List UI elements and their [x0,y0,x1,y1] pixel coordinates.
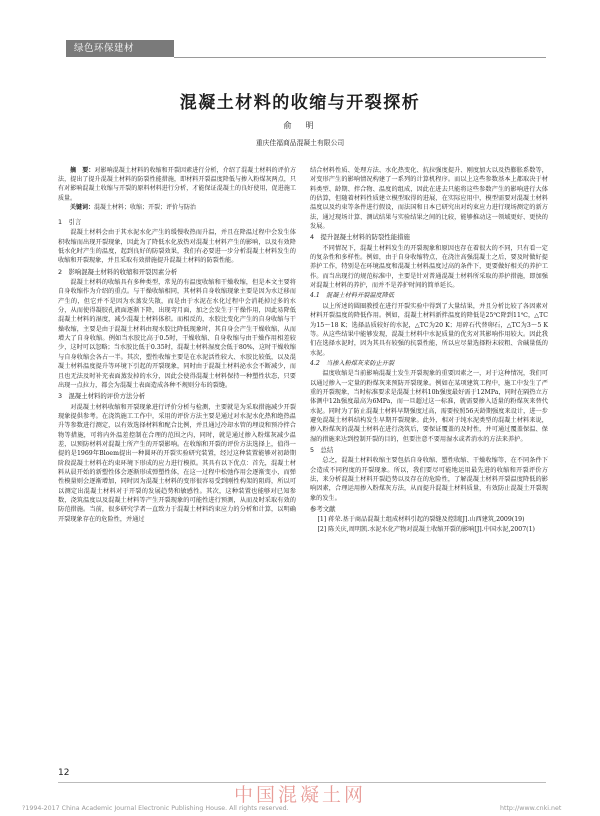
body-paragraph: 混凝土材料的收缩具有多种类型，常见的有温度收缩和干燥收缩，但是本文主要将自身收缩作为介绍的重点。与干燥收缩相同，其材料自身收缩现象主要是因为水迁移而产生的，但它并不是因为水蒸发失散，而是由于水泥在水化过程中会消耗掉过多的水分，从而使得凝胶孔液面逐渐下降，出现弯月面，加之会发生于干燥作用，因此易降低混凝土材料的湿度，减少混凝土材料体积。而相反的，水胶比变化产生的自身收缩与干燥收缩，主要是由于混凝土材料由现水胶比降低现象时，其自身会产生干燥收缩，从而增大了自身收缩。例如当水胶比高于0.5时，干燥收缩、自身收缩与由干燥作用相差较少，这时可以忽略；当水胶比低于0.35时，混凝土材料湿度会低于80%，这时干燥收缩与自身收缩会各占一半。其次，塑性收缩主要是在水泥活性较大、水胶比较低，以及混凝土材料温度提升等环境下引起的开裂现象，同时由于混凝土材料泌水会不断减少，而且也无法及时补充表面蒸发掉的水分，因此会使得混凝土材料保持一种塑性状态，只要出现一点拉力，都会为混凝土表面造成各种不规则分布的裂缝。 [58,279,296,389]
keywords [58,203,296,212]
section-heading: 2 影响混凝土材料的收缩和开裂因素分析 [58,267,178,276]
section-heading: 4 提升混凝土材料的防裂性能措施 [310,233,410,242]
body-paragraph: 以上所述的圆圈教授在进行开裂实验中得到了大量结果，并且分析比较了各因素对材料开裂温度的降低作用。例如，混凝土材料新拌温度的降低是25℃降到11℃，△TC为15～18 K；选择品质较好的水泥，△TC为20 K；用碎石代替卵石，△TC为3～5 K等。从这些结果中能够发现，混凝土材料中水泥质量的优劣对其影响作用较大。因此我们在选择水泥时，因为其具有较强的抗裂性能，所以应尽量选择粉末较粗、含碱量低的水泥。 [310,302,548,357]
body-paragraph: 结合材料性质、处理方法、水化热变化、抗拉强度提升、刚度加大以及热膨胀系数等，对变形产生的影响情况构建了一系列的计算机程序。而以上这些参数基本上都取决于材料类型、龄期、拌合物、温度的组成，因此在进去只能将这些参数产生的影响进行大体的估算，但随着材料性质建立模型取得的进展，在实际应用中，模型需要对混凝土材料温度以及约束等条件进行假设，而法国和日本已研究出对约束应力进行现场测定的新方法，通过现场计算、测试结果与实验结果之间的比较，能够推动这一领域更好、更快的发展。 [310,167,548,231]
keywords-text: 混凝土材料；收缩；开裂；评价与防治 [94,203,197,211]
copyright-text: ?1994-2017 China Academic Journal Electronic Publishing House. All rights reserved. [22,805,289,812]
header-rule [174,57,546,58]
right-body [310,166,548,534]
left-body [58,218,296,524]
reference-item: [1] 蒋荣.基于商品混凝土组成材料引起的裂缝及控制[J].山西建筑,2009(19) [317,516,525,524]
right-column [310,166,548,534]
section-heading: 参考文献 [310,505,336,514]
body-paragraph: 对混凝土材料收缩和开裂现象进行评价分析与检测，主要就是为采取措施减少开裂现象提供参考。在浇筑施工工作中，采用的评价方法主要是通过对水泥水化热和绝热温升等参数进行测定，以有效选择材料和配合比例，并且通过冷却水管的埋设和预冷拌合物等措施，可将内外温差控制在合理的范围之内，同时，就是通过掺入粉煤灰减少温差，以预防材料对混凝土所产生的开裂影响。在收缩和开裂的评价方法选择上，值得一提的是1969年Bloem提出一种圆环的开裂实验研究装置，经过这种装置能够对初龄期阶段混凝土材料在约束环境下形成的应力进行模拟。其具有以下优点：首先，混凝土材料从晨开始的新塑性体会逐渐形成弹塑性体，在这一过程中松弛作用会逐渐变小，而弹性模量则会逐渐增加，同时因为混凝土材料的变形很容易受到刚性构架的阻碍，所以可以测定出混凝土材料对于开裂的发展趋势和敏感性。其次，这种装置也能够对已知参数，浇筑温度以及混凝土材料等产生开裂现象的可能性进行预测，从而及时采取有效的防范措施。当前，很多研究学者一直致力于混凝土材料约束应力的分析和计算，以明确开裂现象存在的危险性，并通过 [58,403,296,523]
article-affiliation: 重庆佳福商品混凝土有限公司 [255,139,345,147]
body-paragraph: 总之，混凝土材料收缩主要包括自身收缩、塑性收缩、干燥收缩等，在不同条件下会造成不同程度的开裂现象。所以，我们要尽可能地运用最先进的收缩和开裂评价方法，来分析混凝土材料开裂趋势以及存在的危险性，了解混凝土材料开裂温度降低的影响因素，合理运用掺入粉煤灰方法，从而提升混凝土材料质量，有效防止混凝土开裂现象的发生。 [310,457,548,502]
section-heading: 5 总结 [310,445,334,454]
article-author: 俞 明 [283,121,317,130]
abstract-label: 摘 要： [70,167,95,174]
subsection-heading: 4.1 混凝土材料开裂温度降低 [310,292,395,300]
left-column [58,166,296,524]
body-paragraph: 不同情况下，混凝土材料发生的开裂现象和原因也存在着很大的不同，只有看一定的复杂性和多样性。例如，由于自身收缩特点，在浇注高强混凝土之后，要及时做好提养护工作，特别是在环境温度和混凝土材料温度过高的条件下，更要做好相关的养护工作。而当出现行的规范标准中，主要是针对普通混凝土材料所采取的养护措施，即加强对混凝土材料的养护，而并不是养护时间的简单延长。 [310,244,548,290]
subsection-heading: 4.2 当掺入粉煤灰来防止开裂 [310,359,395,367]
section-heading: 3 混凝土材料的评价方法分析 [58,392,146,401]
reference-item: [2] 陈关庆,周明凯.水泥水化产物对混凝土收缩开裂的影响[J].中国水泥,2007(1) [317,525,535,533]
site-watermark: 中国混凝土网 [233,784,366,806]
article-title: 混凝土材料的收缩与开裂探析 [179,93,421,113]
body-paragraph: 混凝土材料会由于其水泥水化产生的缓慢收热而升温，并且在降温过程中会发生体积收缩而出现开裂现象，因此为了降低水化放热对混凝土材料产生的影响，以及有效降低水化时产生的温度，起到良好的防裂效果，我们有必要进一步分析混凝土材料发生的收缩和开裂现象，并且采取有效措施提升混凝土材料的防裂性能。 [58,229,296,265]
section-heading: 1 引言 [58,218,82,227]
footer-url-link[interactable]: http://www.cnki.net [500,805,562,812]
section-tag: 绿色环保建材 [66,40,174,57]
body-paragraph: 温度收缩是当前影响混凝土发生开裂现象的重要因素之一，对于这种情况，我们可以通过掺入一定量的粉煤灰来预防开裂现象。例如在某项建筑工程中，施工中发生了严重的开裂现象，当时标准要求是混凝土材料10h强度最好需于12MPa，同时在隔热立方体测中12h强度最高为6MPa，而一旦超过这一标准，就需要掺入适量的粉煤灰来替代水泥。同时为了防止混凝土材料早期强度过高，需要按照56天龄期强度来设计，进一步避免混凝土材料结构发生早期开裂现象。此外，相对于纯水泥类型的混凝土材料来说，掺入粉煤灰的混凝土材料在进行浇筑后，要保证覆盖的及时性，并可通过覆盖保温、保湿的措施来达到控制开裂的目的，但要注意不要用湿水或者消水的方法来养护。 [310,370,548,443]
page-number: 12 [58,768,70,778]
abstract [58,166,296,203]
keywords-label: 关键词： [70,203,95,211]
abstract-text: 对影响混凝土材料的收缩和开裂因素进行分析，介绍了混凝土材料的评价方法，提出了提升混凝土材料的防裂性能措施，即材料开裂温度降低与掺入粉煤灰两点，只有对影响混凝土收缩与开裂的原料材料进行分析，才能保证混凝土的良好使用，促进施工质量。 [58,167,296,202]
